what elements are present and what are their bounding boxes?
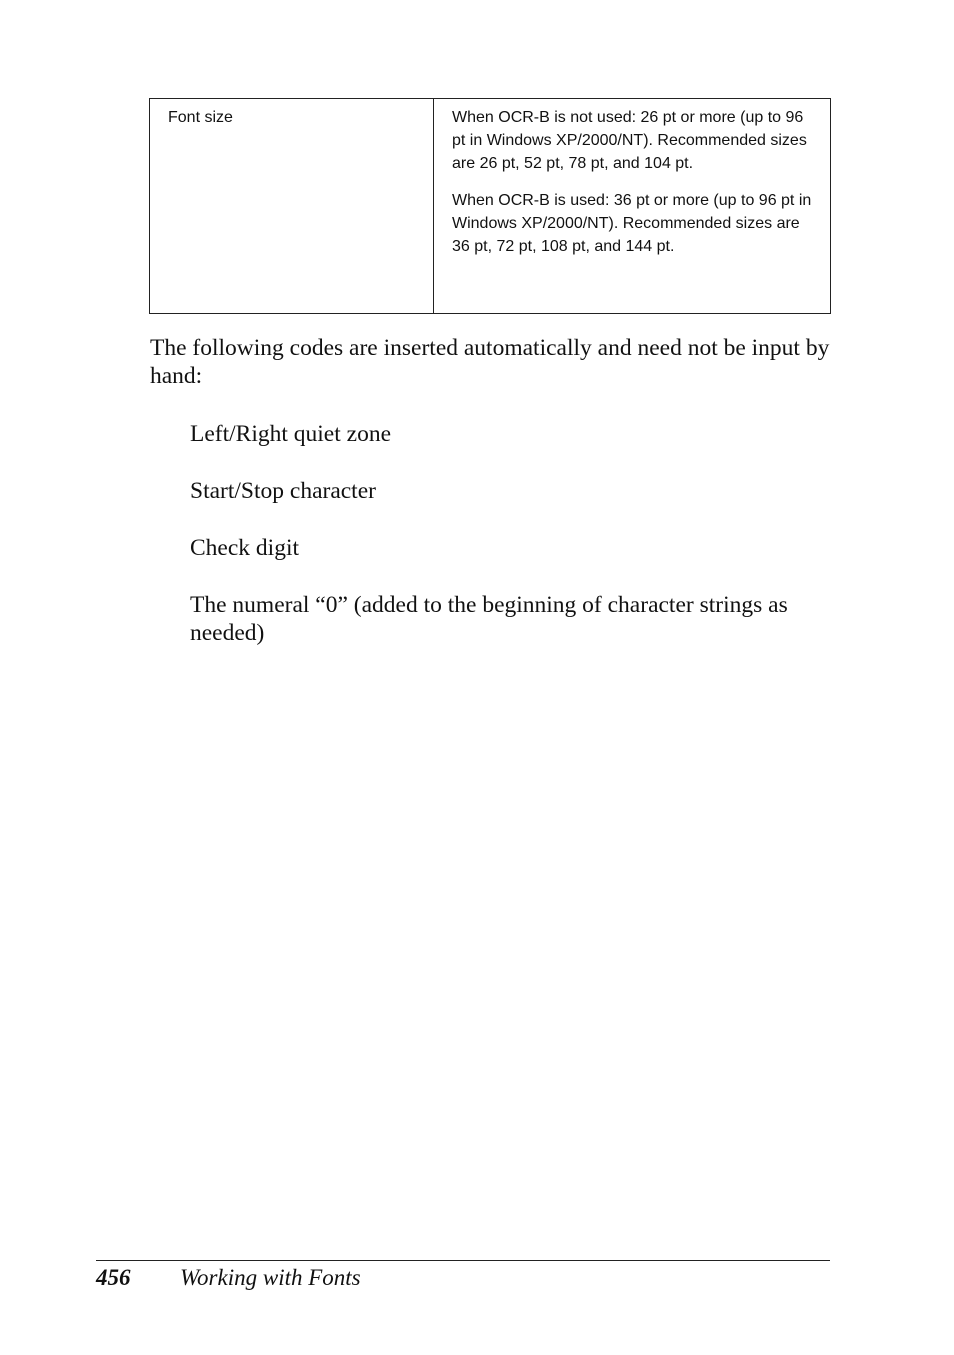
ocr-b-used-text: When OCR-B is used: 36 pt or more (up to 96 pt in Windows XP/2000/NT). Recommended sizes are 36 pt, 72 pt, 108 pt, and 144 pt. bbox=[452, 192, 812, 255]
list-item: Check digit bbox=[190, 535, 299, 561]
table-row bbox=[150, 99, 831, 314]
running-section-title: Working with Fonts bbox=[180, 1265, 361, 1290]
list-item: Start/Stop character bbox=[190, 478, 376, 504]
auto-inserted-codes-list bbox=[190, 420, 840, 676]
list-item: The numeral “0” (added to the beginning of character strings as needed) bbox=[190, 592, 788, 646]
spec-label: Font size bbox=[168, 109, 233, 126]
footer-divider bbox=[96, 1260, 830, 1261]
ocr-b-not-used-text: When OCR-B is not used: 26 pt or more (up to 96 pt in Windows XP/2000/NT). Recommended sizes are 26 pt, 52 pt, 78 pt, and 104 pt. bbox=[452, 109, 807, 172]
list-item: Left/Right quiet zone bbox=[190, 421, 392, 447]
page-number: 456 bbox=[96, 1265, 131, 1290]
intro-paragraph: The following codes are inserted automatically and need not be input by hand: bbox=[150, 335, 830, 389]
spec-value-cell bbox=[434, 99, 831, 314]
spec-label-cell bbox=[150, 99, 434, 314]
font-size-spec-table bbox=[149, 98, 831, 314]
